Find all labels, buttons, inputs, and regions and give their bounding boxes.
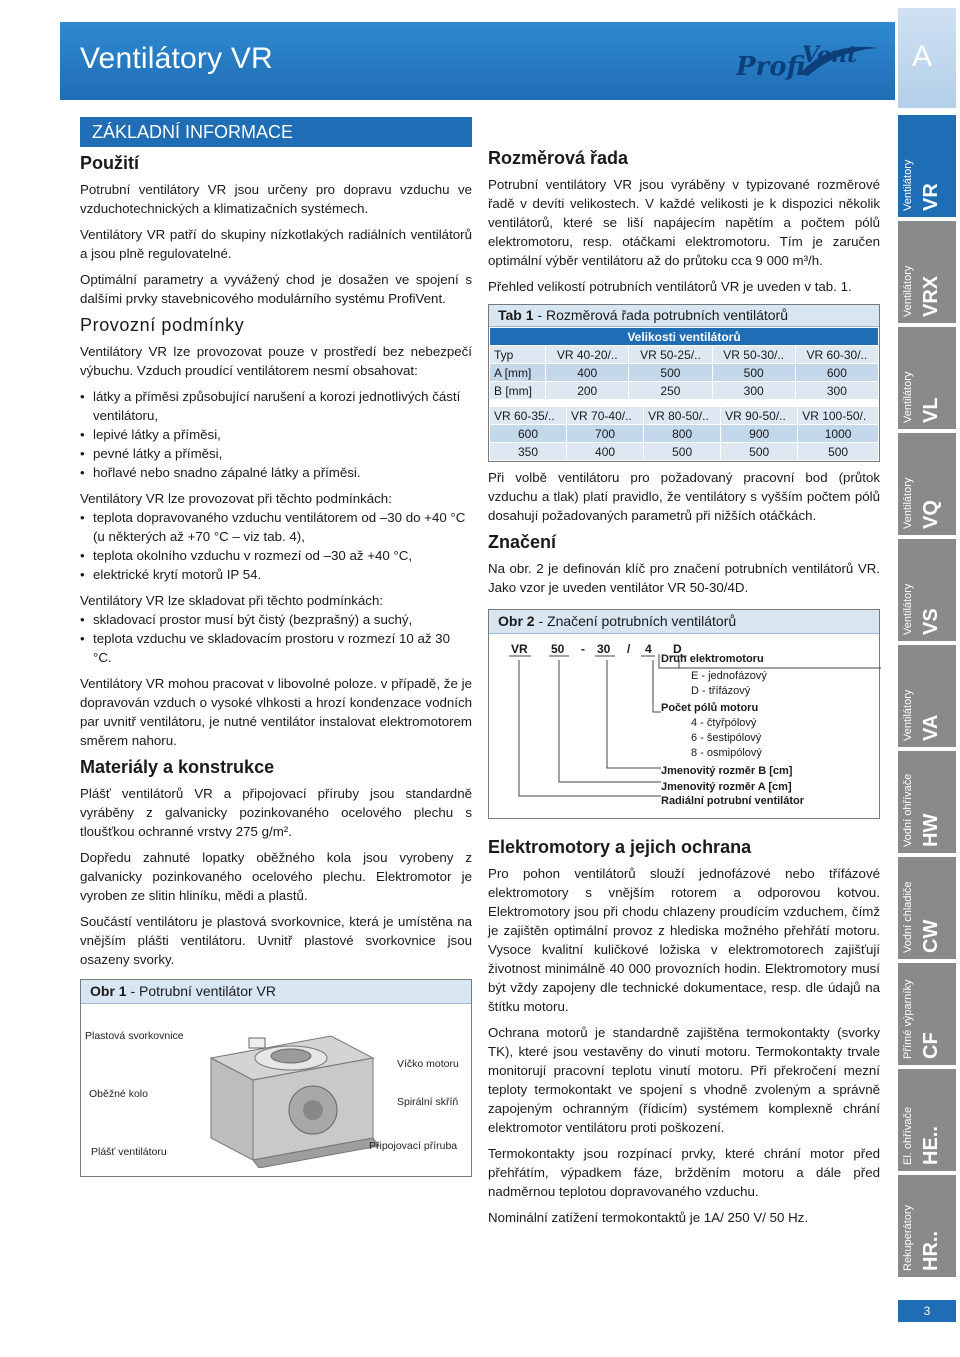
paragraph: Dopředu zahnuté lopatky oběžného kola jsou vyrobeny z galvanicky pozinkovaného ocelového plechu. Elektromotor je vyroben ze slitin hliníku, mědi a plastů.: [80, 850, 472, 903]
heading-elektromotory: Elektromotory a jejich ochrana: [488, 837, 752, 857]
table-cell: 900: [721, 425, 798, 443]
tab-code: VQ: [920, 500, 942, 529]
paragraph: Ventilátory VR lze provozovat pouze v prostředí bez nebezpečí výbuchu. Vzduch proudící ventilátorem nesmí obsahovat:: [80, 344, 472, 378]
list-item: • lepivé látky a příměsi,: [80, 425, 472, 444]
paragraph: Ventilátory VR lze skladovat při těchto podmínkách:: [80, 593, 384, 608]
figure-1-number: Obr 1: [90, 983, 127, 999]
figure-1-title: - Potrubní ventilátor VR: [126, 983, 276, 999]
list-item: • teplota vzduchu ve skladovacím prostoru v rozmezí 10 až 30 °C.: [80, 629, 472, 667]
figure-2-number: Obr 2: [498, 613, 535, 629]
section-bar: ZÁKLADNÍ INFORMACE: [80, 117, 472, 147]
paragraph: Ventilátory VR lze provozovat při těchto podmínkách:: [80, 491, 392, 506]
code-a: 50: [551, 642, 565, 656]
tab-caption: Přímé výparníky: [902, 979, 914, 1059]
size-table-block-2: [489, 406, 879, 461]
logo-profi-text: Profi: [736, 52, 806, 82]
paragraph: Součástí ventilátoru je plastová svorkovnice, která je umístěna na vnějším plášti ventilátoru. Uvnitř plastové svorkovnice jsou osazeny svorky.: [80, 914, 472, 967]
code-vr: VR: [511, 642, 528, 656]
list-item: • hořlavé nebo snadno zápalné látky a příměsi.: [80, 463, 472, 482]
table-cell: 800: [644, 425, 721, 443]
table-cell: 250: [629, 382, 712, 400]
table-cell: 500: [644, 443, 721, 461]
table-cell: VR 70-40/..: [567, 407, 644, 425]
tab-caption: Vodní ohřívače: [902, 773, 914, 847]
heading-materialy: Materiály a konstrukce: [80, 757, 275, 777]
tab-cf[interactable]: [898, 963, 956, 1067]
figure-1-caption: [81, 980, 471, 1004]
tab-code: VA: [920, 714, 942, 741]
callout-plast: Plášť ventilátoru: [91, 1146, 167, 1158]
table-row: [490, 407, 879, 425]
paragraph: Na obr. 2 je definován klíč pro značení potrubních ventilátorů VR. Jako vzor je uveden ventilátor VR 50-30/4D.: [488, 561, 880, 595]
legend-line: E - jednofázový: [691, 670, 767, 682]
figure-2-title: - Značení potrubních ventilátorů: [534, 613, 737, 629]
tab-caption: Ventilátory: [902, 159, 914, 211]
figure-2-caption: [489, 610, 879, 634]
legend-line: D - třífázový: [691, 685, 751, 697]
table-cell: 600: [795, 364, 878, 382]
legend-line: Druh elektromotoru: [661, 653, 764, 665]
table-cell: 200: [546, 382, 629, 400]
legend-line: 6 - šestipólový: [691, 732, 762, 744]
duct-fan-illustration: [201, 1018, 381, 1168]
paragraph: Přehled velikostí potrubních ventilátorů VR je uveden v tab. 1.: [488, 279, 852, 294]
legend-line: 8 - osmipólový: [691, 747, 762, 759]
table-cell: VR 50-30/..: [712, 346, 795, 364]
table-cell: 500: [721, 443, 798, 461]
table-cell: VR 80-50/..: [644, 407, 721, 425]
legend-line: Radiální potrubní ventilátor: [661, 795, 805, 807]
paragraph: Potrubní ventilátory VR jsou určeny pro dopravu vzduchu ve vzduchotechnických a klimatizačních systémech.: [80, 182, 472, 216]
tab-code: VL: [920, 397, 942, 423]
heading-znaceni: Značení: [488, 532, 557, 552]
table-1-number: Tab 1: [498, 307, 534, 323]
table-cell: VR 90-50/..: [721, 407, 798, 425]
table-cell: 400: [546, 364, 629, 382]
table-cell: 350: [490, 443, 567, 461]
size-table-block-1: [489, 327, 879, 400]
paragraph: Potrubní ventilátory VR jsou vyráběny v typizované rozměrové řadě v devíti velikostech. V každé velikosti je k dispozici několik ventilátorů, které se liší napájecím napětím a počtem pólů elektromotoru, resp. otáčkami elektromotoru. Tím je zaručen optimální výběr ventilátoru až do průtoku cca 9 000 m³/h.: [488, 177, 880, 268]
code-dash: -: [581, 642, 585, 656]
page-title: Ventilátory VR: [80, 42, 273, 75]
callout-obezne-kolo: Oběžné kolo: [89, 1088, 148, 1100]
heading-provozni-podminky: Provozní podmínky: [80, 315, 245, 335]
list-item: • teplota dopravovaného vzduchu ventilátorem od –30 do +40 °C (u některých až +70 °C – viz tab. 4),: [80, 508, 472, 546]
code-slash: /: [627, 642, 631, 656]
tab-caption: El. ohřívače: [902, 1106, 914, 1165]
profivent-logo: [730, 40, 880, 86]
figure-2: [488, 609, 880, 819]
code-poles: 4: [645, 642, 652, 656]
table-row: [490, 425, 879, 443]
list-item: • látky a příměsi způsobující narušení a korozi jednotlivých částí ventilátoru,: [80, 387, 472, 425]
tab-caption: Ventilátory: [902, 583, 914, 635]
tab-cw[interactable]: [898, 857, 956, 961]
code-motor: D: [673, 642, 682, 656]
figure-1: [80, 979, 472, 1177]
paragraph: Ventilátory VR patří do skupiny nízkotlakých radiálních ventilátorů a jsou plně regulovatelné.: [80, 227, 472, 261]
tab-vl[interactable]: [898, 327, 956, 431]
tab-caption: Ventilátory: [902, 265, 914, 317]
right-column: [488, 148, 880, 1234]
tab-code: CF: [920, 1032, 942, 1059]
tab-caption: Vodní chladiče: [902, 881, 914, 953]
paragraph: Optimální parametry a vyvážený chod je dosažen ve spojení s dalšími prvky stavebnicového modulárního systému ProfiVent.: [80, 272, 472, 306]
heading-pouziti: Použití: [80, 153, 139, 173]
table-cell: B [mm]: [490, 382, 546, 400]
tab-vq[interactable]: [898, 433, 956, 537]
list-item: • pevné látky a příměsi,: [80, 444, 472, 463]
tab-code: HR..: [920, 1231, 942, 1271]
table-1-caption: [489, 305, 879, 327]
paragraph: Plášť ventilátorů VR a připojovací příruby jsou standardně vyráběny z galvanicky pozinkovaného ocelového plechu s tloušťkou ochranné vrstvy 275 g/m².: [80, 786, 472, 839]
tab-vrx[interactable]: [898, 221, 956, 325]
tab-caption: Ventilátory: [902, 477, 914, 529]
table-cell: A [mm]: [490, 364, 546, 382]
paragraph: Nominální zatížení termokontaktů je 1A/ 250 V/ 50 Hz.: [488, 1210, 809, 1225]
tab-caption: Ventilátory: [902, 689, 914, 741]
list-item: • skladovací prostor musí být čistý (bezprašný) a suchý,: [80, 610, 472, 629]
bullet-list: [80, 610, 472, 667]
table-cell: 600: [490, 425, 567, 443]
paragraph: Při volbě ventilátoru pro požadovaný pracovní bod (průtok vzduchu a tlak) platí pravidlo, že ventilátory s vyšším počtem pólů dosahují požadovaných parametrů při nižších otáčkách.: [488, 470, 880, 523]
tab-caption: Rekuperátory: [902, 1204, 914, 1271]
table-cell: 300: [712, 382, 795, 400]
tab-he[interactable]: [898, 1069, 956, 1173]
tab-hr[interactable]: [898, 1175, 956, 1279]
tab-code: HE..: [920, 1126, 942, 1165]
table-cell: 500: [712, 364, 795, 382]
product-tab-strip: [898, 115, 956, 1295]
legend-line: Jmenovitý rozměr B [cm]: [661, 765, 793, 777]
table-cell: VR 100-50/.: [798, 407, 879, 425]
paragraph: Pro pohon ventilátorů slouží jednofázové nebo třífázové elektromotory s vnějším rotorem a odporovou kotvou. Elektromotory jsou při chodu chlazeny proudícím vzduchem, čímž je zajištěn optimální provoz z hlediska možného přehřátí motoru. Vysoce kvalitní kuličkové ložiska v elektromotorech zajišťují životnost minimálně 40 000 provozních hodin. Elektromotory musí být vždy zapojeny dle technické dokumentace, resp. dle údajů na štítku motoru.: [488, 866, 880, 1014]
left-column: [80, 117, 472, 1177]
tab-code: HW: [920, 813, 942, 847]
heading-rozmerova-rada: Rozměrová řada: [488, 148, 629, 168]
tab-vr[interactable]: [898, 115, 956, 219]
tab-code: VS: [920, 608, 942, 635]
bullet-list: [80, 387, 472, 482]
table-row: [490, 382, 879, 400]
table-1-title: - Rozměrová řada potrubních ventilátorů: [533, 307, 788, 323]
tab-vs[interactable]: [898, 539, 956, 643]
table-cell: 700: [567, 425, 644, 443]
callout-svorkovnice: Plastová svorkovnice: [85, 1030, 184, 1042]
page-number: 3: [898, 1300, 956, 1322]
table-row: [490, 443, 879, 461]
chapter-letter: A: [912, 40, 933, 73]
table-row: [490, 364, 879, 382]
table-cell: 400: [567, 443, 644, 461]
legend-line: Jmenovitý rozměr A [cm]: [661, 781, 792, 793]
tab-va[interactable]: [898, 645, 956, 749]
table-1: [488, 304, 880, 462]
logo-vent-text: Vent: [802, 42, 858, 68]
callout-priruba: Připojovací příruba: [369, 1140, 458, 1152]
legend-line: Počet pólů motoru: [661, 702, 759, 714]
table-cell: 300: [795, 382, 878, 400]
table-cell: VR 50-25/..: [629, 346, 712, 364]
paragraph: Ochrana motorů je standardně zajištěna termokontakty (svorky TK), které jsou vestavěny do vinutí motoru. Termokontakty trvale monitorují pracovní teplotu vinutí motoru. Při překročení mezní teploty termokontakt ve spojení s vhodně zvoleným a správně zapojeným ochranným (řídicím) systémem komplexně chrání elektromotor ventilátoru proti poškození.: [488, 1025, 880, 1135]
tab-caption: Ventilátory: [902, 371, 914, 423]
paragraph: Ventilátory VR mohou pracovat v libovolné poloze. v případě, že je dopravován vzduch o vysoké vlhkosti a hrozí kondenzace vodních par uvnitř ventilátoru, je nutné ventilátor instalovat elektromotorem směrem nahoru.: [80, 676, 472, 748]
table-row: [490, 346, 879, 364]
table-cell: VR 40-20/..: [546, 346, 629, 364]
table-cell: 500: [629, 364, 712, 382]
table-cell: 500: [798, 443, 879, 461]
callout-vicko: Víčko motoru: [397, 1058, 459, 1070]
list-item: • elektrické krytí motorů IP 54.: [80, 565, 472, 584]
table-cell: VR 60-35/..: [490, 407, 567, 425]
tab-code: CW: [920, 919, 942, 953]
tab-code: VRX: [920, 275, 942, 317]
list-item: • teplota okolního vzduchu v rozmezí od –30 až +40 °C,: [80, 546, 472, 565]
tab-code: VR: [920, 183, 942, 211]
table-group-header: Velikosti ventilátorů: [490, 328, 879, 346]
table-cell: Typ: [490, 346, 546, 364]
callout-spiralni-skrin: Spirální skříň: [397, 1096, 459, 1108]
tab-hw[interactable]: [898, 751, 956, 855]
paragraph: Termokontakty jsou rozpínací prvky, které chrání motor před přehřátím, výpadkem fáze, bržděním motoru a dále před nadměrnou teplotou dopravovaného vzduchu.: [488, 1146, 880, 1199]
table-cell: 1000: [798, 425, 879, 443]
bullet-list: [80, 508, 472, 584]
code-b: 30: [597, 642, 611, 656]
legend-line: 4 - čtyřpólový: [691, 717, 757, 729]
table-cell: VR 60-30/..: [795, 346, 878, 364]
